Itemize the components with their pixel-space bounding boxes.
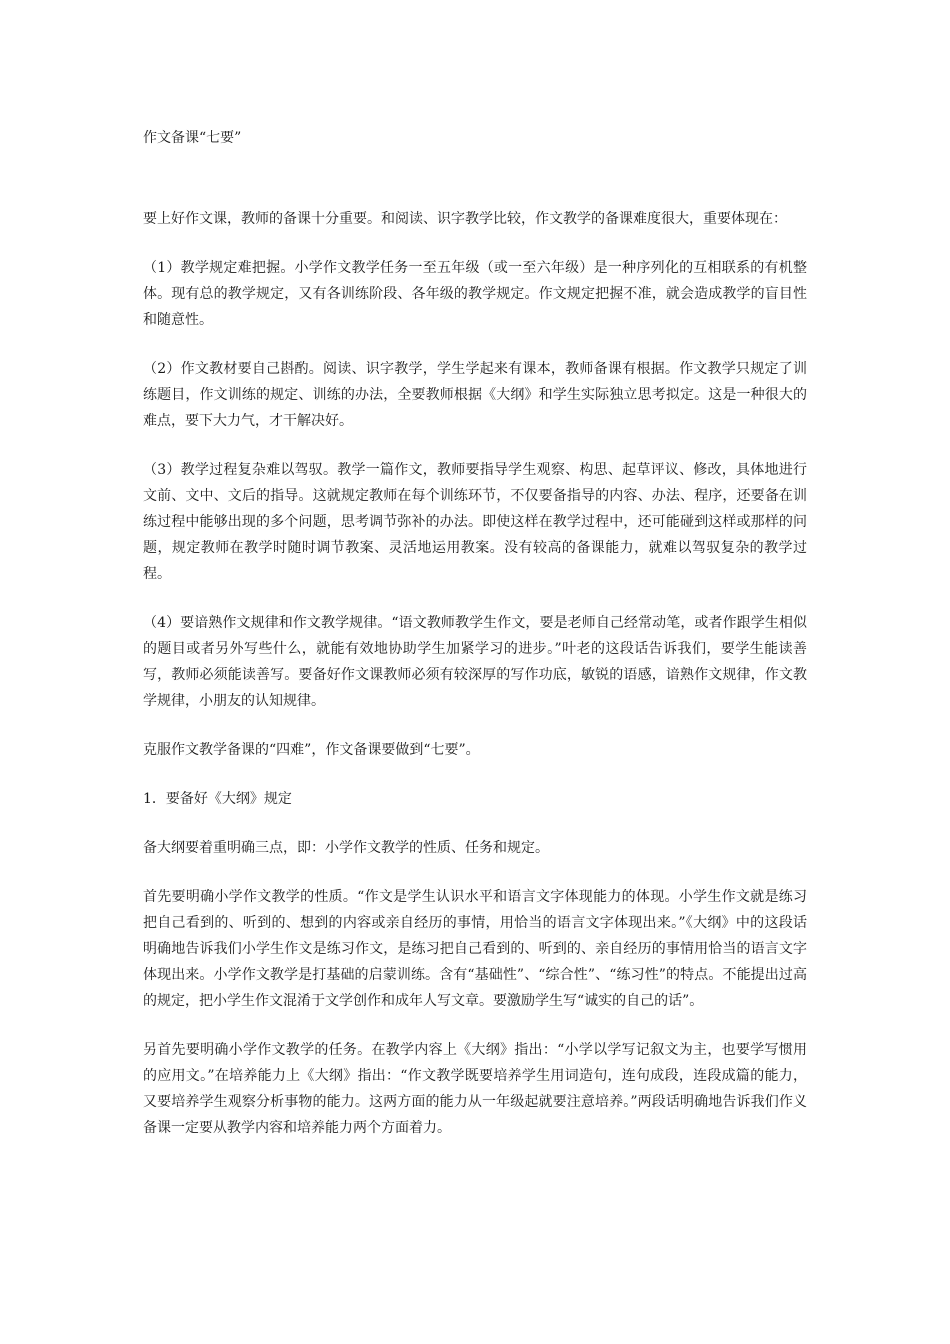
document-title: 作文备课“七要”	[143, 130, 242, 146]
section-1-heading: 1．要备好《大纲》规定	[143, 791, 292, 807]
difficulty-1-paragraph: （1）教学规定难把握。小学作文教学任务一至五年级（或一至六年级）是一种序列化的互相联系的有机整体。现有总的教学规定，又有各训练阶段、各年级的教学规定。作文规定把握不准，就会造成教学的盲目性和随意性。	[143, 260, 807, 328]
difficulty-2-paragraph: （2）作文教材要自己斟酌。阅读、识字教学，学生学起来有课本，教师备课有根据。作文教学只规定了训练题目，作文训练的规定、训练的办法，全要教师根据《大纲》和学生实际独立思考拟定。这是一种很大的难点，要下大力气，才干解决好。	[143, 361, 807, 429]
task-paragraph: 另首先要明确小学作文教学的任务。在教学内容上《大纲》指出：“小学以学写记叙文为主，也要学写惯用的应用文。”在培养能力上《大纲》指出：“作文教学既要培养学生用词造句，连句成段，连段成篇的能力，又要培养学生观察分析事物的能力。这两方面的能力从一年级起就要注意培养。”两段话明确地告诉我们作义备课一定要从教学内容和培养能力两个方面着力。	[143, 1042, 807, 1136]
difficulty-4-paragraph: （4）要谙熟作文规律和作文教学规律。“语文教师教学生作文，要是老师自己经常动笔，或者作跟学生相似的题目或者另外写些什么，就能有效地协助学生加紧学习的进步。”叶老的这段话告诉我们，要学生能读善写，教师必须能读善写。要备好作文课教师必须有较深厚的写作功底，敏锐的语感，谙熟作文规律，作文教学规律，小朋友的认知规律。	[143, 615, 807, 709]
nature-paragraph: 首先要明确小学作文教学的性质。“作文是学生认识水平和语言文字体现能力的体现。小学生作文就是练习把自己看到的、听到的、想到的内容或亲自经历的事情，用恰当的语言文字体现出来。”《大纲》中的这段话明确地告诉我们小学生作文是练习作文，是练习把自己看到的、听到的、亲自经历的事情用恰当的语言文字体现出来。小学作文教学是打基础的启蒙训练。含有“基础性”、“综合性”、“练习性”的特点。不能提出过高的规定，把小学生作文混淆于文学创作和成年人写文章。要激励学生写“诚实的自己的话”。	[143, 889, 807, 1009]
difficulty-3-paragraph: （3）教学过程复杂难以驾驭。教学一篇作文，教师要指导学生观察、构思、起草评议、修改，具体地进行文前、文中、文后的指导。这就规定教师在每个训练环节，不仅要备指导的内容、办法、程序，还要备在训练过程中能够出现的多个问题，思考调节弥补的办法。即使这样在教学过程中，还可能碰到这样或那样的问题，规定教师在教学时随时调节教案、灵活地运用教案。没有较高的备课能力，就难以驾驭复杂的教学过程。	[143, 462, 807, 582]
intro-paragraph: 要上好作文课，教师的备课十分重要。和阅读、识字教学比较，作文教学的备课难度很大，重要体现在：	[143, 211, 787, 227]
section-1-intro-paragraph: 备大纲要着重明确三点，即：小学作文教学的性质、任务和规定。	[143, 840, 549, 856]
document-body	[143, 206, 807, 1164]
summary-paragraph: 克服作文教学备课的“四难”，作文备课要做到“七要”。	[143, 742, 480, 758]
